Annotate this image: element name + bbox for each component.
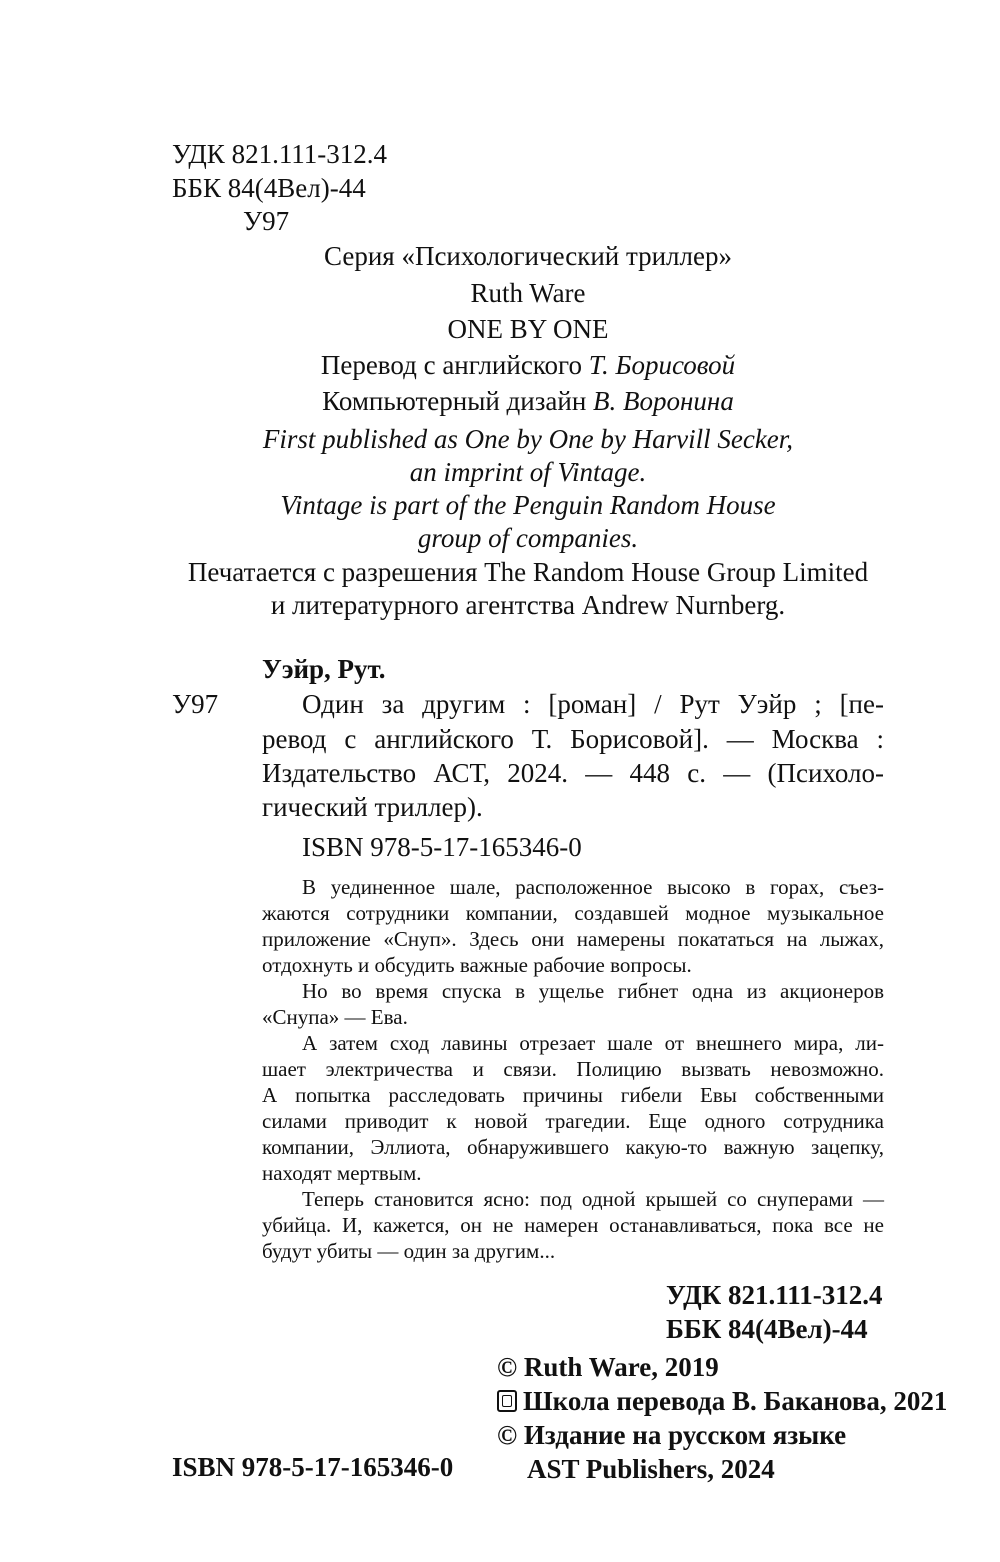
annotation-line: Но во время спуска в ущелье гибнет одна из акционеров [302, 979, 884, 1003]
annotation-line: А попытка расследовать причины гибели Евы собственными [262, 1083, 884, 1107]
publication-note-1: First published as One by One by Harvill Secker, [262, 424, 794, 454]
catalog-desc-2: ревод с английского Т. Борисовой]. — Москва : [262, 724, 884, 754]
udk-code: УДК 821.111-312.4 [172, 139, 388, 169]
annotation-line: А затем сход лавины отрезает шале от внешнего мира, ли- [302, 1031, 884, 1055]
author-sign: У97 [243, 206, 290, 236]
catalog-isbn: ISBN 978-5-17-165346-0 [302, 832, 582, 862]
annotation-line: убийца. И, кажется, он не намерен останавливаться, пока все не [262, 1213, 884, 1237]
copyright-translation-text: Школа перевода В. Баканова, 2021 [523, 1386, 948, 1416]
footer-isbn: ISBN 978-5-17-165346-0 [172, 1452, 454, 1482]
annotation-line: Теперь становится ясно: под одной крышей со снуперами — [302, 1187, 884, 1211]
publication-note-4: group of companies. [417, 523, 639, 553]
annotation-line: жаются сотрудники компании, создавшей модное музыкальное [262, 901, 884, 925]
catalog-desc-3: Издательство АСТ, 2024. — 448 с. — (Психоло- [262, 758, 884, 788]
catalog-desc-4: гический триллер). [262, 792, 483, 822]
designer-name: В. Воронина [593, 386, 734, 416]
publication-note-3: Vintage is part of the Penguin Random House [280, 490, 776, 520]
author-original: Ruth Ware [470, 278, 586, 308]
series-line: Серия «Психологический триллер» [324, 241, 732, 271]
publication-note-2: an imprint of Vintage. [409, 457, 647, 487]
catalog-desc-1: Один за другим : [роман] / Рут Уэйр ; [пе- [302, 689, 884, 719]
annotation-line: В уединенное шале, расположенное высоко в горах, съез- [302, 875, 884, 899]
annotation-line: отдохнуть и обсудить важные рабочие вопросы. [262, 953, 692, 977]
translation-label: Перевод с английского [320, 350, 582, 380]
footer-bbk: ББК 84(4Вел)-44 [666, 1314, 868, 1344]
translator-name: Т. Борисовой [588, 350, 736, 380]
permission-line-1: Печатается с разрешения The Random House Group Limited [187, 557, 869, 587]
footer-udk: УДК 821.111-312.4 [666, 1280, 883, 1310]
permission-line-2: и литературного агентства Andrew Nurnberg. [270, 590, 786, 620]
annotation-line: силами приводит к новой трагедии. Еще одного сотрудника [262, 1109, 884, 1133]
copyright-translation [497, 1385, 947, 1417]
design-credit [0, 385, 1000, 417]
design-label: Компьютерный дизайн [322, 386, 587, 416]
title-original: ONE BY ONE [447, 314, 609, 344]
annotation-line: «Снупа» — Ева. [262, 1005, 408, 1029]
annotation-line: находят мертвым. [262, 1161, 422, 1185]
bbk-code: ББК 84(4Вел)-44 [172, 173, 366, 203]
copyright-edition-1: © Издание на русском языке [497, 1420, 847, 1450]
catalog-author: Уэйр, Рут. [262, 654, 386, 684]
copyright-edition-2: AST Publishers, 2024 [527, 1454, 775, 1484]
annotation-line: шает электричества и связи. Полицию вызвать невозможно. [262, 1057, 884, 1081]
copyright-author: © Ruth Ware, 2019 [497, 1352, 719, 1382]
translation-credit [0, 349, 1000, 381]
catalog-code: У97 [172, 689, 219, 719]
annotation-line: будут убиты — один за другим... [262, 1239, 556, 1263]
translation-school-logo-icon [497, 1390, 517, 1412]
annotation-line: компании, Эллиота, обнаружившего какую-то важную зацепку, [262, 1135, 884, 1159]
annotation-line: приложение «Снуп». Здесь они намерены покататься на лыжах, [262, 927, 884, 951]
